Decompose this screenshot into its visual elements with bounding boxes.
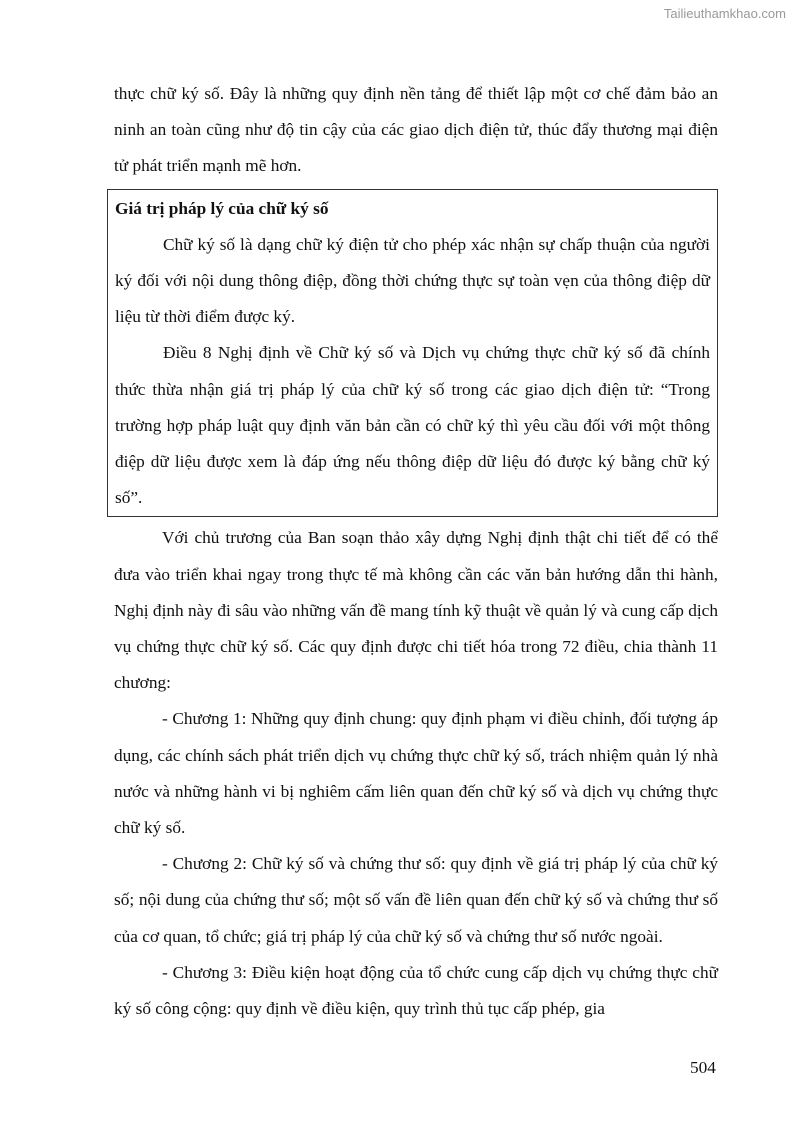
chapter-item: - Chương 2: Chữ ký số và chứng thư số: quy định về giá trị pháp lý của chữ ký số; nội dung của chứng thư số; một số vấn đề liên quan đến chữ ký số và chứng thư số của cơ quan, tổ chức; giá trị pháp lý của chữ ký số và chứng thư số nước ngoài. bbox=[114, 854, 718, 946]
paragraph-intro: thực chữ ký số. Đây là những quy định nền tảng để thiết lập một cơ chế đảm bảo an ninh an toàn cũng như độ tin cậy của các giao dịch điện tử, thúc đẩy thương mại điện tử phát triển mạnh mẽ hơn. bbox=[114, 84, 718, 176]
document-body bbox=[114, 76, 718, 1027]
legal-value-box bbox=[107, 189, 718, 518]
box-paragraph: Chữ ký số là dạng chữ ký điện tử cho phép xác nhận sự chấp thuận của người ký đối với nội dung thông điệp, đồng thời chứng thực sự toàn vẹn của thông điệp dữ liệu từ thời điểm được ký. bbox=[115, 234, 710, 327]
box-paragraph: Điều 8 Nghị định về Chữ ký số và Dịch vụ chứng thực chữ ký số đã chính thức thừa nhận giá trị pháp lý của chữ ký số trong các giao dịch điện tử: “Trong trường hợp pháp luật quy định văn bản cần có chữ ký thì yêu cầu đối với một thông điệp dữ liệu được xem là đáp ứng nếu thông điệp dữ liệu đó được ký bằng chữ ký số”. bbox=[115, 343, 710, 508]
chapter-item: - Chương 1: Những quy định chung: quy định phạm vi điều chỉnh, đối tượng áp dụng, các chính sách phát triển dịch vụ chứng thực chữ ký số, trách nhiệm quản lý nhà nước và những hành vi bị nghiêm cấm liên quan đến chữ ký số và dịch vụ chứng thực chữ ký số. bbox=[114, 709, 718, 838]
box-title: Giá trị pháp lý của chữ ký số bbox=[115, 198, 329, 218]
chapter-item: - Chương 3: Điều kiện hoạt động của tổ chức cung cấp dịch vụ chứng thực chữ ký số công cộng: quy định về điều kiện, quy trình thủ tục cấp phép, gia bbox=[114, 962, 718, 1019]
watermark: Tailieuthamkhao.com bbox=[663, 6, 786, 21]
page-number: 504 bbox=[690, 1058, 716, 1077]
paragraph: Với chủ trương của Ban soạn thảo xây dựng Nghị định thật chi tiết để có thể đưa vào triển khai ngay trong thực tế mà không cần các văn bản hướng dẫn thi hành, Nghị định này đi sâu vào những vấn đề mang tính kỹ thuật về quản lý và cung cấp dịch vụ chứng thực chữ ký số. Các quy định được chi tiết hóa trong 72 điều, chia thành 11 chương: bbox=[114, 528, 718, 693]
